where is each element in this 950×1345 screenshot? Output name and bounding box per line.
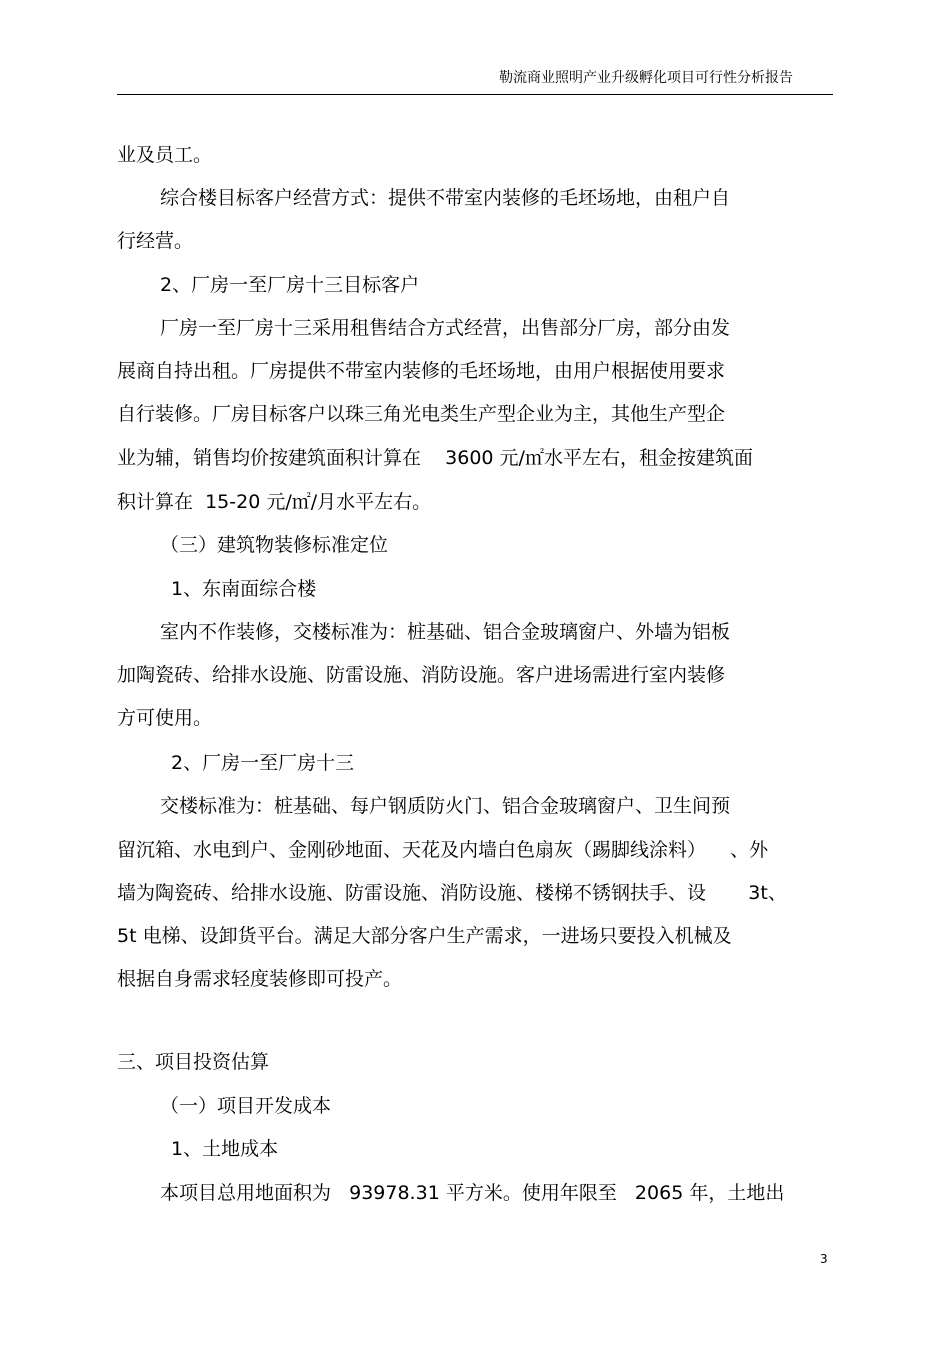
page-header: [117, 66, 833, 95]
text-line: 厂房一至厂房十三采用租售结合方式经营，出售部分厂房，部分由发: [160, 317, 731, 339]
page-number: 3: [820, 1252, 828, 1266]
section-heading: 2、厂房一至厂房十三目标客户: [160, 274, 420, 296]
text-line: 综合楼目标客户经营方式：提供不带室内装修的毛坯场地，由租户自: [160, 187, 731, 209]
text-line: 方可使用。: [117, 707, 213, 729]
section-heading: 1、东南面综合楼: [171, 578, 317, 600]
section-heading: （一）项目开发成本: [160, 1095, 332, 1117]
text-line: 业及员工。: [117, 144, 213, 166]
text-line: 行经营。: [117, 230, 194, 252]
text-line: 根据自身需求轻度装修即可投产。: [117, 968, 403, 990]
text-line: 墙为陶瓷砖、给排水设施、防雷设施、消防设施、楼梯不锈钢扶手、设 3t、: [117, 882, 787, 904]
text-line: 室内不作装修，交楼标准为：桩基础、铝合金玻璃窗户、外墙为铝板: [160, 621, 731, 643]
text-line: 展商自持出租。厂房提供不带室内装修的毛坯场地，由用户根据使用要求: [117, 360, 726, 382]
text-line: 本项目总用地面积为 93978.31 平方米。使用年限至 2065 年，土地出: [160, 1182, 785, 1204]
section-heading: 1、土地成本: [171, 1138, 279, 1160]
text-line: 积计算在 15-20 元/㎡/月水平左右。: [117, 491, 432, 513]
text-line: 留沉箱、水电到户、金刚砂地面、天花及内墙白色扇灰（踢脚线涂料） 、外: [117, 839, 769, 861]
section-heading: 2、厂房一至厂房十三: [171, 752, 355, 774]
text-line: 交楼标准为：桩基础、每户钢质防火门、铝合金玻璃窗户、卫生间预: [160, 795, 731, 817]
section-heading: （三）建筑物装修标准定位: [160, 534, 389, 556]
text-line: 自行装修。厂房目标客户以珠三角光电类生产型企业为主，其他生产型企: [117, 403, 726, 425]
text-line: 业为辅，销售均价按建筑面积计算在 3600 元/㎡水平左右，租金按建筑面: [117, 447, 753, 469]
chapter-heading: 三、项目投资估算: [117, 1051, 270, 1073]
header-title: 勒流商业照明产业升级孵化项目可行性分析报告: [499, 70, 793, 86]
text-line: 加陶瓷砖、给排水设施、防雷设施、消防设施。客户进场需进行室内装修: [117, 664, 726, 686]
text-line: 5t 电梯、设卸货平台。满足大部分客户生产需求，一进场只要投入机械及: [117, 925, 732, 947]
